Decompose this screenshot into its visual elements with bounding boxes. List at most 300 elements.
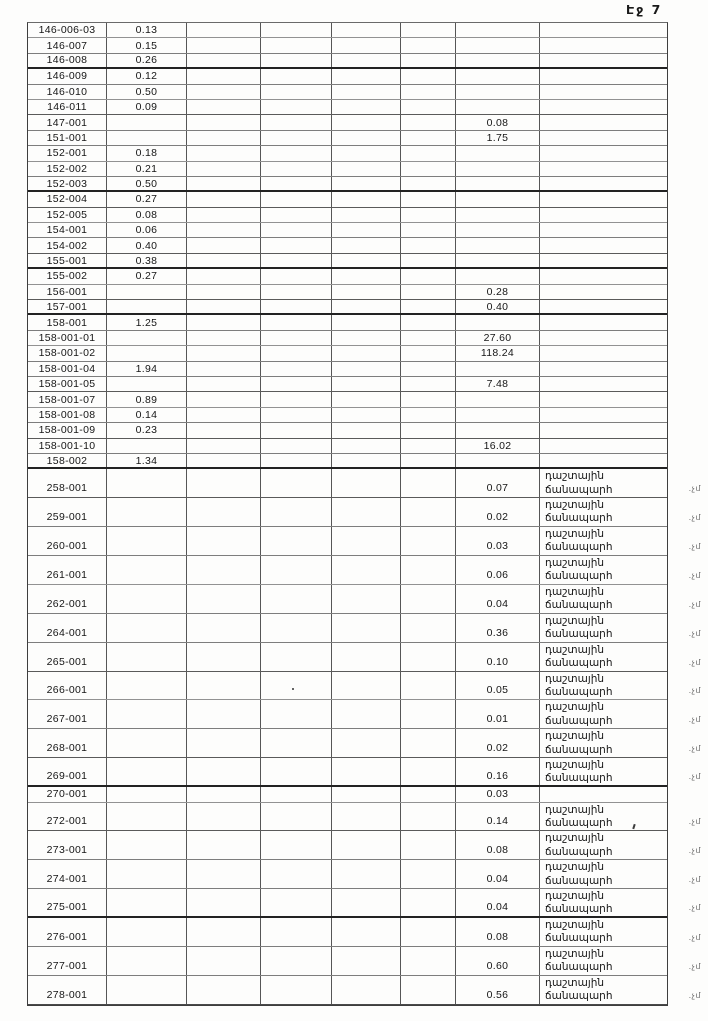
margin-mark: .չմ	[688, 484, 701, 494]
cell-area-primary	[107, 787, 187, 801]
cell-empty	[401, 69, 456, 83]
cell-empty	[332, 285, 401, 299]
cell-area-secondary: 0.05	[456, 672, 540, 700]
cell-empty	[401, 918, 456, 946]
cell-empty	[332, 177, 401, 190]
cell-area-secondary	[456, 192, 540, 206]
cell-empty	[187, 38, 261, 52]
cell-code: 261-001	[28, 556, 107, 584]
cell-empty	[332, 315, 401, 329]
cell-empty	[332, 976, 401, 1004]
cell-area-secondary	[456, 269, 540, 283]
cell-code: 154-002	[28, 238, 107, 252]
cell-area-secondary: 0.04	[456, 585, 540, 613]
cell-area-primary: 0.26	[107, 54, 187, 67]
cell-area-primary: 0.27	[107, 192, 187, 206]
table-row	[28, 377, 667, 392]
cell-area-secondary: 7.48	[456, 377, 540, 391]
cell-empty	[332, 23, 401, 37]
table-row	[28, 54, 667, 69]
land-type-line: ճանապարհ	[545, 903, 613, 916]
land-type-line: դաշտային	[545, 643, 605, 656]
cell-empty	[332, 831, 401, 859]
land-type-line: դաշտային	[545, 614, 605, 627]
cell-empty	[401, 392, 456, 406]
cell-land-type	[540, 860, 667, 888]
cell-empty	[261, 331, 332, 345]
table-row	[28, 331, 667, 346]
cell-empty	[332, 408, 401, 422]
cell-land-type	[540, 254, 667, 267]
cell-empty	[261, 346, 332, 360]
cell-code: 152-005	[28, 208, 107, 222]
cell-empty	[401, 146, 456, 160]
cell-land-type	[540, 498, 667, 526]
cell-empty	[187, 454, 261, 467]
cell-area-primary	[107, 285, 187, 299]
table-row	[28, 469, 701, 498]
cell-empty	[332, 423, 401, 437]
table-row	[28, 69, 667, 84]
page-number: Էջ 7	[626, 2, 663, 17]
cell-land-type	[540, 614, 667, 642]
cell-empty	[187, 729, 261, 757]
margin-mark: .չմ	[688, 875, 701, 885]
cell-land-type	[540, 192, 667, 206]
cell-area-primary	[107, 115, 187, 129]
land-type-line: ճանապարհ	[545, 483, 613, 496]
cell-empty	[261, 131, 332, 145]
cell-area-primary	[107, 614, 187, 642]
table-row	[28, 223, 667, 238]
cell-area-secondary	[456, 146, 540, 160]
cell-empty	[261, 700, 332, 728]
cell-empty	[332, 300, 401, 313]
cell-empty	[187, 254, 261, 267]
table-row	[28, 85, 667, 100]
cell-empty	[332, 527, 401, 555]
cell-empty	[187, 469, 261, 497]
table-row	[28, 803, 701, 832]
cell-empty	[261, 208, 332, 222]
cell-empty	[332, 54, 401, 67]
cell-empty	[261, 758, 332, 785]
table-row	[28, 208, 667, 223]
cell-empty	[401, 254, 456, 267]
cell-code: 270-001	[28, 787, 107, 801]
cell-empty	[401, 803, 456, 831]
cell-empty	[261, 146, 332, 160]
cell-area-primary: 0.27	[107, 269, 187, 283]
cell-empty	[261, 439, 332, 453]
cell-area-primary	[107, 947, 187, 975]
land-type-line: ճանապարհ	[545, 512, 613, 525]
cell-empty	[332, 38, 401, 52]
table-row	[28, 23, 667, 38]
cell-code: 158-002	[28, 454, 107, 467]
cell-empty	[401, 38, 456, 52]
cell-land-type	[540, 889, 667, 916]
cell-area-secondary: 0.60	[456, 947, 540, 975]
cell-area-secondary: 0.28	[456, 285, 540, 299]
table-row	[28, 947, 701, 976]
cell-land-type	[540, 585, 667, 613]
cell-empty	[187, 162, 261, 176]
cell-area-primary: 0.15	[107, 38, 187, 52]
table-row	[28, 269, 667, 284]
cell-empty	[261, 643, 332, 671]
cell-area-secondary	[456, 54, 540, 67]
cell-empty	[332, 377, 401, 391]
cell-area-primary: 0.89	[107, 392, 187, 406]
cell-empty	[332, 787, 401, 801]
cell-empty	[401, 860, 456, 888]
table-row	[28, 527, 701, 556]
cell-empty	[187, 423, 261, 437]
cell-area-secondary	[456, 162, 540, 176]
cell-land-type	[540, 331, 667, 345]
cell-area-primary	[107, 131, 187, 145]
cell-area-secondary	[456, 223, 540, 237]
cell-empty	[401, 469, 456, 497]
cell-area-secondary	[456, 85, 540, 99]
cell-code: 268-001	[28, 729, 107, 757]
cell-land-type	[540, 469, 667, 497]
cell-land-type	[540, 787, 667, 801]
land-type-line: դաշտային	[545, 701, 605, 714]
cell-empty	[187, 131, 261, 145]
cell-empty	[401, 362, 456, 376]
cell-code: 152-002	[28, 162, 107, 176]
cell-code: 259-001	[28, 498, 107, 526]
table-row	[28, 643, 701, 672]
cell-empty	[187, 192, 261, 206]
cell-land-type	[540, 918, 667, 946]
cell-area-secondary	[456, 208, 540, 222]
cell-code: 146-011	[28, 100, 107, 114]
cell-empty	[261, 469, 332, 497]
table-row	[28, 700, 701, 729]
cell-empty	[332, 192, 401, 206]
cell-code: 158-001-09	[28, 423, 107, 437]
cell-code: 155-002	[28, 269, 107, 283]
cell-empty	[187, 803, 261, 831]
cell-code: 147-001	[28, 115, 107, 129]
land-type-line: ճանապարհ	[545, 599, 613, 612]
cell-empty	[401, 238, 456, 252]
cell-area-primary	[107, 918, 187, 946]
cell-area-secondary: 1.75	[456, 131, 540, 145]
cell-empty	[401, 889, 456, 916]
cell-empty	[332, 208, 401, 222]
cell-empty	[261, 238, 332, 252]
land-type-line: դաշտային	[545, 919, 605, 932]
cell-empty	[261, 100, 332, 114]
cell-empty	[401, 556, 456, 584]
cell-code: 158-001-08	[28, 408, 107, 422]
cell-area-primary	[107, 729, 187, 757]
cell-land-type	[540, 643, 667, 671]
table-row	[28, 758, 701, 787]
table-row	[28, 672, 701, 701]
margin-mark: .չմ	[688, 599, 701, 609]
cell-empty	[187, 85, 261, 99]
cell-empty	[261, 672, 332, 700]
cell-empty	[401, 498, 456, 526]
cell-empty	[401, 177, 456, 190]
table-row	[28, 300, 667, 315]
cell-land-type	[540, 208, 667, 222]
cell-empty	[261, 408, 332, 422]
land-type-line: դաշտային	[545, 832, 605, 845]
cell-empty	[332, 860, 401, 888]
cell-area-secondary: 0.06	[456, 556, 540, 584]
cell-area-secondary: 0.08	[456, 831, 540, 859]
cell-land-type	[540, 454, 667, 467]
cell-empty	[332, 758, 401, 785]
cell-code: 269-001	[28, 758, 107, 785]
cell-empty	[187, 700, 261, 728]
cell-code: 274-001	[28, 860, 107, 888]
cell-land-type	[540, 38, 667, 52]
cell-empty	[401, 54, 456, 67]
cell-empty	[332, 585, 401, 613]
cell-area-secondary: 0.10	[456, 643, 540, 671]
cell-empty	[187, 115, 261, 129]
cell-area-primary: 0.38	[107, 254, 187, 267]
cell-code: 266-001	[28, 672, 107, 700]
scanned-table	[27, 22, 701, 1006]
cell-land-type	[540, 285, 667, 299]
cell-empty	[332, 803, 401, 831]
cell-area-secondary: 0.03	[456, 787, 540, 801]
cell-empty	[187, 300, 261, 313]
cell-empty	[261, 192, 332, 206]
cell-empty	[261, 177, 332, 190]
cell-empty	[332, 131, 401, 145]
cell-land-type	[540, 269, 667, 283]
cell-area-primary	[107, 889, 187, 916]
cell-empty	[401, 162, 456, 176]
cell-empty	[401, 85, 456, 99]
cell-code: 158-001-10	[28, 439, 107, 453]
land-type-line: դաշտային	[545, 759, 605, 772]
table-row	[28, 614, 701, 643]
cell-area-primary: 0.40	[107, 238, 187, 252]
cell-area-secondary: 16.02	[456, 439, 540, 453]
cell-empty	[187, 498, 261, 526]
cell-empty	[332, 331, 401, 345]
cell-empty	[187, 100, 261, 114]
cell-code: 158-001	[28, 315, 107, 329]
cell-area-secondary	[456, 392, 540, 406]
land-type-line: ճանապարհ	[545, 874, 613, 887]
table-row	[28, 976, 701, 1005]
cell-empty	[401, 758, 456, 785]
cell-area-primary: 0.08	[107, 208, 187, 222]
cell-area-primary	[107, 527, 187, 555]
cell-code: 273-001	[28, 831, 107, 859]
cell-empty	[401, 331, 456, 345]
cell-land-type	[540, 131, 667, 145]
cell-code: 158-001-05	[28, 377, 107, 391]
cell-empty	[187, 177, 261, 190]
cell-code: 262-001	[28, 585, 107, 613]
cell-land-type	[540, 672, 667, 700]
cell-land-type	[540, 223, 667, 237]
cell-code: 154-001	[28, 223, 107, 237]
cell-empty	[261, 377, 332, 391]
cell-area-primary	[107, 498, 187, 526]
table-row	[28, 831, 701, 860]
cell-land-type	[540, 85, 667, 99]
cell-empty	[401, 377, 456, 391]
cell-area-primary: 0.14	[107, 408, 187, 422]
cell-area-primary: 0.09	[107, 100, 187, 114]
cell-empty	[332, 614, 401, 642]
cell-empty	[332, 643, 401, 671]
cell-empty	[261, 23, 332, 37]
cell-land-type	[540, 238, 667, 252]
cell-empty	[332, 889, 401, 916]
cell-empty	[261, 498, 332, 526]
cell-empty	[332, 223, 401, 237]
cell-code: 152-001	[28, 146, 107, 160]
cell-area-primary: 0.21	[107, 162, 187, 176]
cell-empty	[187, 831, 261, 859]
cell-area-primary: 1.25	[107, 315, 187, 329]
cell-land-type	[540, 556, 667, 584]
cell-area-primary: 1.34	[107, 454, 187, 467]
cell-empty	[261, 803, 332, 831]
cell-empty	[187, 392, 261, 406]
cell-empty	[187, 556, 261, 584]
cell-empty	[261, 556, 332, 584]
cell-empty	[187, 315, 261, 329]
cell-empty	[332, 454, 401, 467]
cell-empty	[261, 300, 332, 313]
land-type-line: ճանապարհ	[545, 990, 613, 1003]
margin-mark: .չմ	[688, 961, 701, 971]
cell-code: 146-006-03	[28, 23, 107, 37]
land-type-line: ճանապարհ	[545, 627, 613, 640]
table-row	[28, 918, 701, 947]
land-type-line: ճանապարհ	[545, 961, 613, 974]
margin-mark: .չմ	[688, 513, 701, 523]
cell-code: 158-001-07	[28, 392, 107, 406]
cell-empty	[261, 527, 332, 555]
cell-area-secondary: 0.03	[456, 527, 540, 555]
cell-empty	[261, 860, 332, 888]
land-type-line: դաշտային	[545, 672, 605, 685]
cell-land-type	[540, 947, 667, 975]
cell-area-secondary	[456, 38, 540, 52]
land-type-line: ճանապարհ	[545, 932, 613, 945]
cell-empty	[187, 947, 261, 975]
cell-empty	[332, 254, 401, 267]
cell-area-secondary: 0.36	[456, 614, 540, 642]
cell-land-type	[540, 54, 667, 67]
cell-land-type	[540, 100, 667, 114]
cell-land-type	[540, 300, 667, 313]
cell-area-primary	[107, 672, 187, 700]
cell-code: 146-007	[28, 38, 107, 52]
cell-empty	[261, 115, 332, 129]
cell-area-primary	[107, 803, 187, 831]
cell-empty	[401, 527, 456, 555]
land-type-line: դաշտային	[545, 803, 605, 816]
cell-empty	[332, 69, 401, 83]
cell-land-type	[540, 439, 667, 453]
cell-land-type	[540, 362, 667, 376]
cell-area-primary: 0.18	[107, 146, 187, 160]
cell-code: 277-001	[28, 947, 107, 975]
cell-area-primary: 0.50	[107, 85, 187, 99]
cell-empty	[401, 700, 456, 728]
cell-empty	[261, 585, 332, 613]
table-row	[28, 408, 667, 423]
margin-mark: .չմ	[688, 903, 701, 913]
cell-land-type	[540, 700, 667, 728]
cell-code: 267-001	[28, 700, 107, 728]
cell-empty	[261, 269, 332, 283]
cell-empty	[332, 469, 401, 497]
cell-empty	[332, 392, 401, 406]
margin-mark: .չմ	[688, 570, 701, 580]
table-row	[28, 556, 701, 585]
land-type-line: դաշտային	[545, 557, 605, 569]
cell-code: 151-001	[28, 131, 107, 145]
cell-land-type	[540, 177, 667, 190]
cell-empty	[187, 54, 261, 67]
cell-land-type	[540, 976, 667, 1004]
cell-land-type	[540, 346, 667, 360]
cell-area-secondary	[456, 23, 540, 37]
cell-empty	[401, 585, 456, 613]
cell-empty	[401, 285, 456, 299]
table-row	[28, 585, 701, 614]
cell-area-secondary	[456, 362, 540, 376]
cell-empty	[261, 85, 332, 99]
cell-empty	[332, 700, 401, 728]
table-row	[28, 177, 667, 192]
margin-mark: .չմ	[688, 715, 701, 725]
land-type-line: ճանապարհ	[545, 772, 613, 785]
cell-empty	[187, 223, 261, 237]
cell-empty	[187, 918, 261, 946]
cell-empty	[332, 269, 401, 283]
table-row	[28, 729, 701, 758]
land-type-line: դաշտային	[545, 730, 605, 743]
cell-empty	[261, 285, 332, 299]
table-row	[28, 787, 667, 802]
cell-empty	[187, 362, 261, 376]
land-type-line: ճանապարհ	[545, 845, 613, 858]
land-type-line: ճանապարհ	[545, 816, 613, 829]
cell-code: 158-001-01	[28, 331, 107, 345]
cell-code: 146-009	[28, 69, 107, 83]
margin-mark: .չմ	[688, 932, 701, 942]
cell-empty	[187, 787, 261, 801]
table-row	[28, 192, 667, 207]
cell-area-primary	[107, 300, 187, 313]
cell-area-secondary	[456, 408, 540, 422]
cell-empty	[261, 69, 332, 83]
table-row	[28, 392, 667, 407]
cell-empty	[332, 498, 401, 526]
cell-empty	[401, 346, 456, 360]
margin-mark: .չմ	[688, 772, 701, 782]
